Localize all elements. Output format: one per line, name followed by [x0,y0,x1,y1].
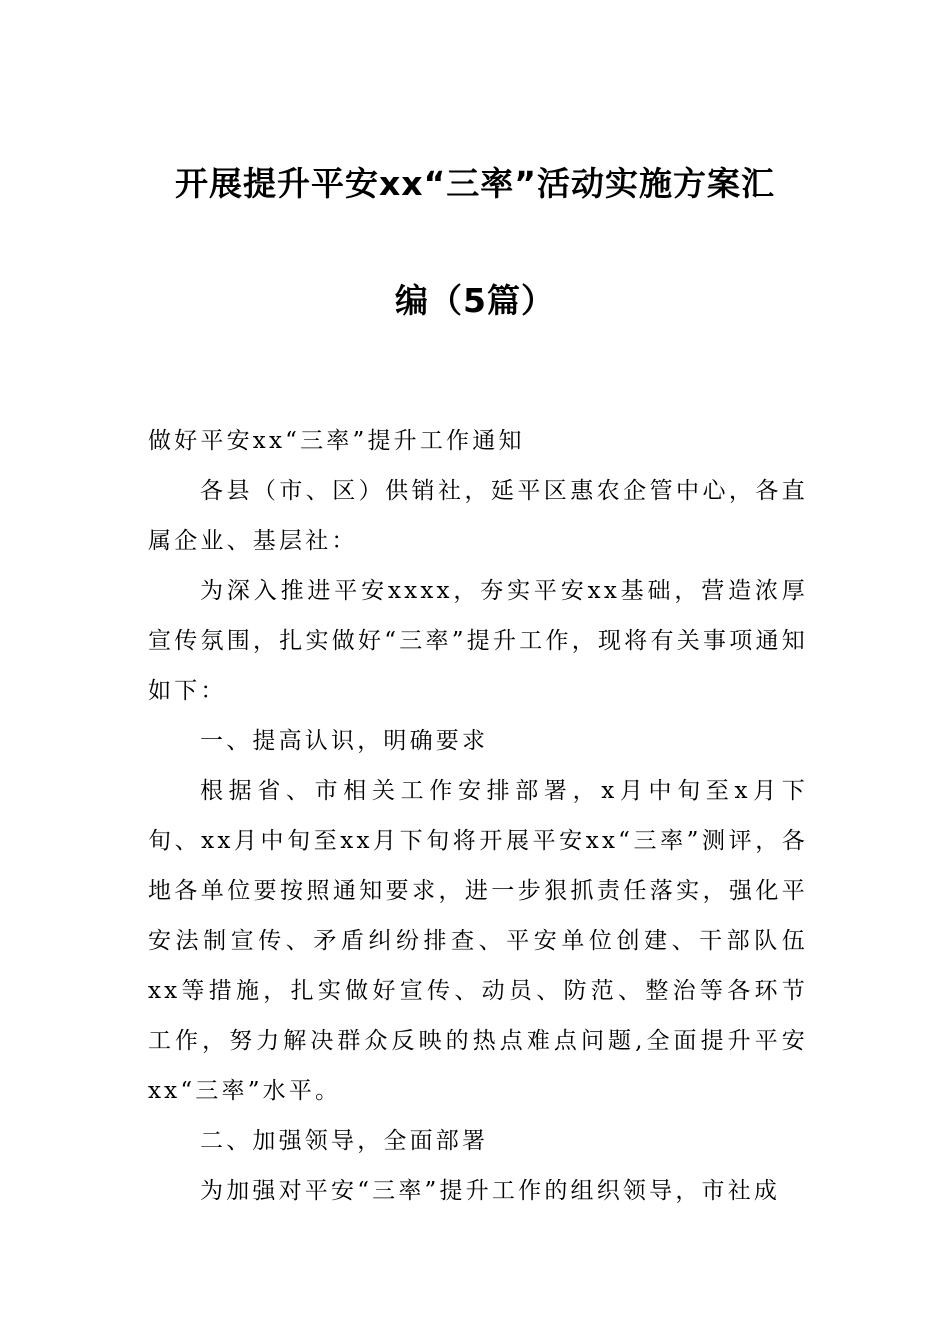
section-heading-1: 一、提高认识，明确要求 [200,728,489,754]
paragraph-intro: 为深入推进平安xxxx，夯实平安xx基础，营造浓厚宣传氛围，扎实做好“三率”提升工作，现将有关事项通知如下： [148,578,808,704]
document-body [148,416,808,1216]
paragraph-section-1: 根据省、市相关工作安排部署，x月中旬至x月下旬、xx月中旬至xx月下旬将开展平安xx“三率”测评，各地各单位要按照通知要求，进一步狠抓责任落实，强化平安法制宣传、矛盾纠纷排查、平安单位创建、干部队伍xx等措施，扎实做好宣传、动员、防范、整治等各环节工作，努力解决群众反映的热点难点问题,全面提升平安xx“三率”水平。 [148,778,808,1104]
section-heading-2: 二、加强领导，全面部署 [200,1128,489,1154]
notice-heading: 做好平安xx“三率”提升工作通知 [148,428,525,454]
document-title-line-1: 开展提升平安xx“三率”活动实施方案汇 [175,164,775,203]
paragraph-addressees: 各县（市、区）供销社，延平区惠农企管中心，各直属企业、基层社： [148,478,808,554]
document-title-line-2: 编（5篇） [395,281,555,320]
paragraph-section-2: 为加强对平安“三率”提升工作的组织领导，市社成 [200,1178,781,1204]
